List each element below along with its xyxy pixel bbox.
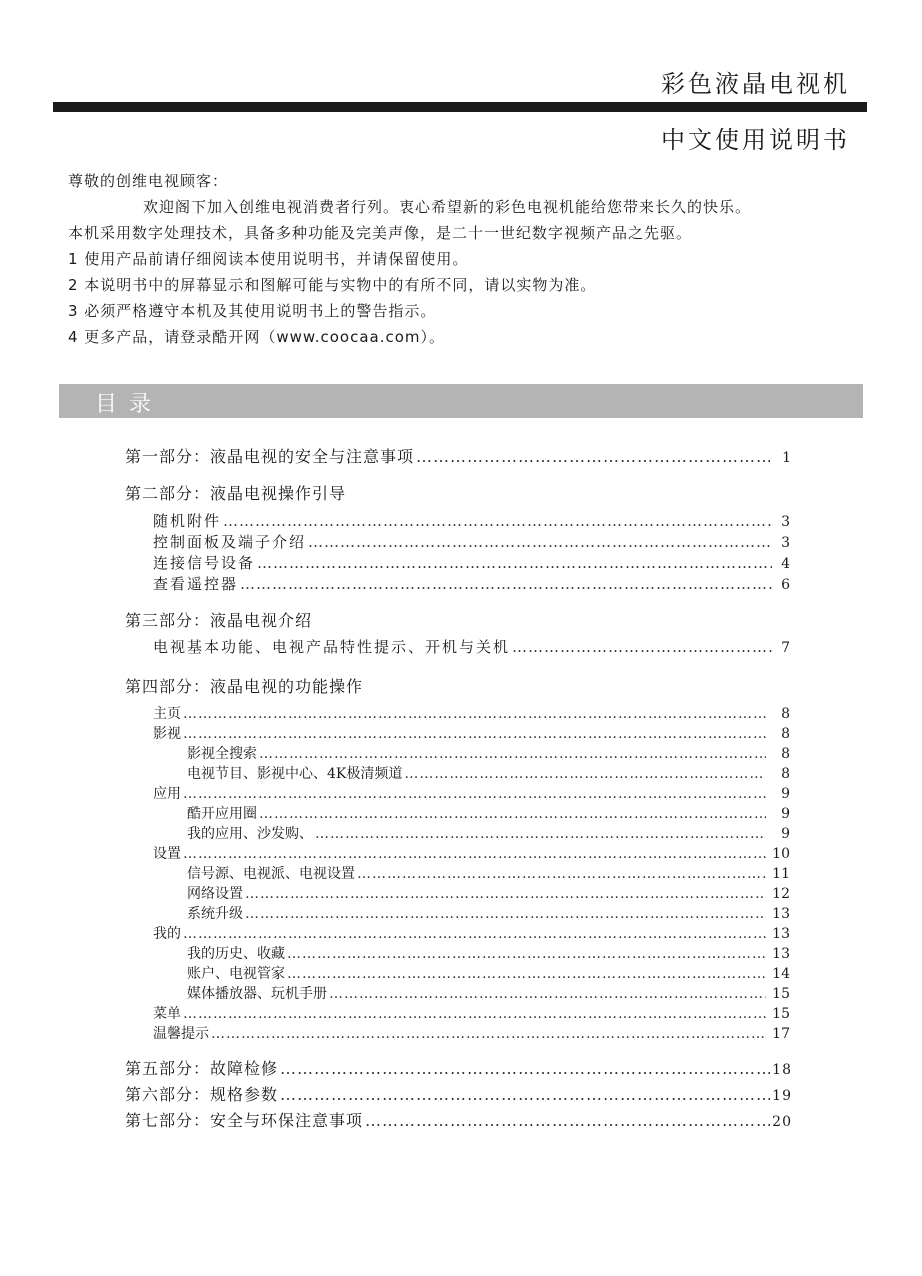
toc-entry-page: 13 xyxy=(772,946,790,962)
toc-entry-page: 8 xyxy=(781,706,790,722)
toc-entry-page: 15 xyxy=(772,1006,790,1022)
toc-entry-title: 控制面板及端子介绍 xyxy=(153,533,307,551)
dot-leader xyxy=(257,554,772,572)
document-subtitle: 中文使用说明书 xyxy=(661,126,850,154)
toc-entry[interactable] xyxy=(153,552,790,573)
toc-part-3[interactable] xyxy=(125,608,525,631)
dot-leader xyxy=(404,766,766,782)
toc-entry-page: 9 xyxy=(781,826,790,842)
toc-entry-title: 网络设置 xyxy=(187,886,243,902)
toc-part-5[interactable] xyxy=(125,1056,792,1079)
dot-leader xyxy=(183,1006,766,1022)
toc-entry-page: 3 xyxy=(781,514,790,530)
toc-entry[interactable] xyxy=(153,636,790,657)
toc-entry[interactable] xyxy=(187,983,790,1003)
toc-entry[interactable] xyxy=(187,823,790,843)
toc-entry[interactable] xyxy=(153,510,790,531)
dot-leader xyxy=(416,447,770,466)
toc-entry-title: 应用 xyxy=(153,786,181,802)
toc-entry-title: 随机附件 xyxy=(153,512,222,530)
toc-heading: 目录 xyxy=(95,392,164,417)
toc-part-5-title: 第五部分：故障检修 xyxy=(125,1059,279,1078)
toc-entry-page: 13 xyxy=(772,906,790,922)
toc-part-1[interactable] xyxy=(125,444,792,467)
toc-part-7-title: 第七部分：安全与环保注意事项 xyxy=(125,1111,364,1130)
toc-entry-title: 系统升级 xyxy=(187,906,243,922)
toc-part-5-page: 18 xyxy=(772,1062,792,1078)
note-2: 2 本说明书中的屏幕显示和图解可能与实物中的有所不同，请以实物为准。 xyxy=(68,276,597,294)
toc-entry-page: 9 xyxy=(781,806,790,822)
toc-part-1-title: 第一部分：液晶电视的安全与注意事项 xyxy=(125,447,415,466)
toc-entry[interactable] xyxy=(153,1003,790,1023)
dot-leader xyxy=(240,575,772,593)
intro-line-2: 本机采用数字处理技术，具备多种功能及完美声像，是二十一世纪数字视频产品之先驱。 xyxy=(68,224,693,242)
greeting: 尊敬的创维电视顾客： xyxy=(68,172,229,190)
toc-entry-page: 7 xyxy=(781,640,790,656)
toc-entry-title: 电视基本功能、电视产品特性提示、开机与关机 xyxy=(153,638,511,656)
toc-entry[interactable] xyxy=(187,803,790,823)
toc-entry-page: 8 xyxy=(781,726,790,742)
toc-entry[interactable] xyxy=(187,763,790,783)
toc-entry-page: 8 xyxy=(781,746,790,762)
toc-entry[interactable] xyxy=(187,883,790,903)
dot-leader xyxy=(259,746,766,762)
toc-part-6-page: 19 xyxy=(772,1088,792,1104)
toc-entry-title: 媒体播放器、玩机手册 xyxy=(187,986,327,1002)
toc-heading-band xyxy=(59,384,863,418)
dot-leader xyxy=(315,826,766,842)
dot-leader xyxy=(211,1026,766,1042)
header-rule xyxy=(53,102,867,112)
toc-entry[interactable] xyxy=(153,531,790,552)
dot-leader xyxy=(245,886,766,902)
toc-part-6[interactable] xyxy=(125,1082,792,1105)
note-3: 3 必须严格遵守本机及其使用说明书上的警告指示。 xyxy=(68,302,437,320)
toc-part-4[interactable] xyxy=(125,674,525,697)
toc-entry-title: 我的 xyxy=(153,926,181,942)
toc-part-4-title: 第四部分：液晶电视的功能操作 xyxy=(125,677,364,696)
toc-entry-title: 我的应用、沙发购、 xyxy=(187,826,313,842)
toc-entry[interactable] xyxy=(153,703,790,723)
toc-entry-page: 3 xyxy=(781,535,790,551)
toc-part-6-title: 第六部分：规格参数 xyxy=(125,1085,279,1104)
toc-entry[interactable] xyxy=(153,1023,790,1043)
toc-entry[interactable] xyxy=(153,723,790,743)
toc-entry-title: 主页 xyxy=(153,706,181,722)
toc-entry-page: 4 xyxy=(781,556,790,572)
toc-entry-page: 10 xyxy=(772,846,790,862)
dot-leader xyxy=(223,512,772,530)
toc-entry-title: 温馨提示 xyxy=(153,1026,209,1042)
dot-leader xyxy=(308,533,772,551)
toc-entry-title: 菜单 xyxy=(153,1006,181,1022)
dot-leader xyxy=(287,946,766,962)
toc-entry-title: 我的历史、收藏 xyxy=(187,946,285,962)
toc-part-3-title: 第三部分：液晶电视介绍 xyxy=(125,611,313,630)
toc-entry-title: 设置 xyxy=(153,846,181,862)
toc-entry-title: 影视 xyxy=(153,726,181,742)
intro-line-1: 欢迎阁下加入创维电视消费者行列。衷心希望新的彩色电视机能给您带来长久的快乐。 xyxy=(143,198,752,216)
toc-entry-page: 15 xyxy=(772,986,790,1002)
toc-part-1-page: 1 xyxy=(782,450,792,466)
toc-entry[interactable] xyxy=(153,783,790,803)
toc-entry-page: 6 xyxy=(781,577,790,593)
toc-entry-page: 11 xyxy=(772,866,790,882)
note-4: 4 更多产品，请登录酷开网（www.coocaa.com）。 xyxy=(68,328,446,346)
dot-leader xyxy=(512,638,772,656)
intro-section xyxy=(68,168,868,350)
toc-part-2[interactable] xyxy=(125,481,525,504)
dot-leader xyxy=(183,726,766,742)
toc-entry-page: 13 xyxy=(772,926,790,942)
dot-leader xyxy=(259,806,766,822)
toc-entry[interactable] xyxy=(187,963,790,983)
toc-entry[interactable] xyxy=(187,943,790,963)
toc-entry-page: 17 xyxy=(772,1026,790,1042)
dot-leader xyxy=(287,966,766,982)
dot-leader xyxy=(245,906,766,922)
toc-entry-title: 连接信号设备 xyxy=(153,554,256,572)
toc-part-7[interactable] xyxy=(125,1108,792,1131)
dot-leader xyxy=(365,1111,770,1130)
toc-entry[interactable] xyxy=(187,903,790,923)
dot-leader xyxy=(357,866,766,882)
toc-entry-title: 查看遥控器 xyxy=(153,575,239,593)
dot-leader xyxy=(183,786,766,802)
document-title: 彩色液晶电视机 xyxy=(661,70,850,98)
dot-leader xyxy=(280,1059,770,1078)
toc-entry[interactable] xyxy=(153,923,790,943)
toc-entry-page: 14 xyxy=(772,966,790,982)
dot-leader xyxy=(183,926,766,942)
dot-leader xyxy=(183,846,766,862)
dot-leader xyxy=(280,1085,770,1104)
toc-entry-title: 酷开应用圈 xyxy=(187,806,257,822)
toc-entry[interactable] xyxy=(153,843,790,863)
dot-leader xyxy=(183,706,766,722)
toc-entry-page: 8 xyxy=(781,766,790,782)
toc-entry-page: 12 xyxy=(772,886,790,902)
toc-entry[interactable] xyxy=(153,573,790,594)
toc-entry-title: 影视全搜索 xyxy=(187,746,257,762)
toc-entry-title: 电视节目、影视中心、4K极清频道 xyxy=(187,766,403,782)
dot-leader xyxy=(329,986,766,1002)
toc-entry[interactable] xyxy=(187,863,790,883)
toc-entry-title: 信号源、电视派、电视设置 xyxy=(187,866,355,882)
toc-entry[interactable] xyxy=(187,743,790,763)
note-1: 1 使用产品前请仔细阅读本使用说明书，并请保留使用。 xyxy=(68,250,469,268)
toc-entry-page: 9 xyxy=(781,786,790,802)
toc-part-7-page: 20 xyxy=(772,1114,792,1130)
toc-part-2-title: 第二部分：液晶电视操作引导 xyxy=(125,484,347,503)
toc-entry-title: 账户、电视管家 xyxy=(187,966,285,982)
